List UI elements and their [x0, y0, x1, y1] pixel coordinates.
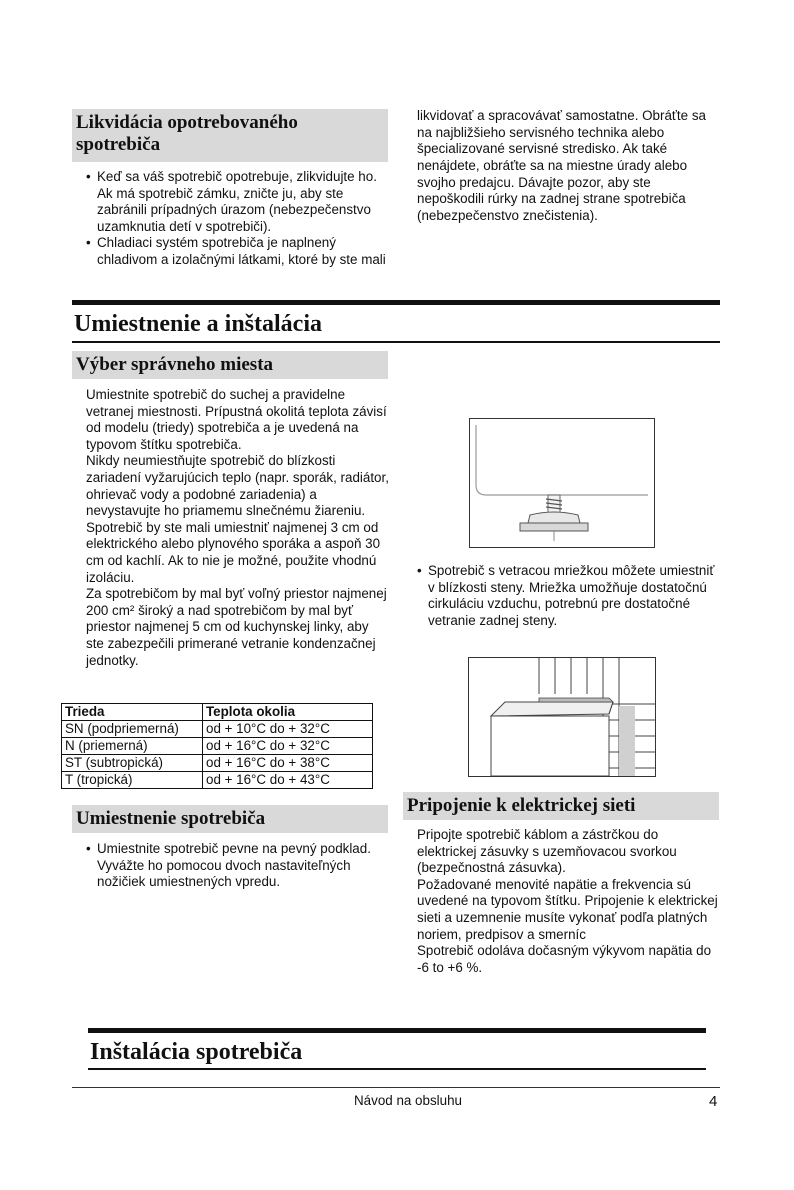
- placement-title: Umiestnenie spotrebiča: [76, 808, 266, 829]
- table-cell-temperature: od + 10°C do + 32°C: [203, 721, 373, 738]
- electric-text: [417, 827, 721, 976]
- choice-heading: [72, 351, 388, 379]
- table-row: [62, 755, 373, 772]
- placement-heading: [72, 805, 388, 833]
- disposal-bullet-1-text: Keď sa váš spotrebič opotrebuje, zlikvidujte ho. Ak má spotrebič zámku, zničte ju, aby ste zabránili prípadných úrazom (nebezpečenstvo uzamknutia detí v spotrebiči).: [97, 169, 377, 234]
- choice-text: [86, 387, 390, 669]
- electric-paragraph-1: Pripojte spotrebič káblom a zástrčkou do elektrickej zásuvky s uzemňovacou svorkou (bezpečnostná zásuvka).: [417, 827, 677, 876]
- disposal-bullet-1: • Keď sa váš spotrebič opotrebuje, zlikvidujte ho. Ak má spotrebič zámku, zničte ju, aby ste zabránili prípadných úrazom (nebezpečenstvo uzamknutia detí v spotrebiči).: [86, 169, 377, 234]
- placement-bullet: • Umiestnite spotrebič pevne na pevný podklad. Vyvážte ho pomocou dvoch nastaviteľných nožičiek umiestnených vpredu.: [86, 841, 371, 890]
- grille-bullet: • Spotrebič s vetracou mriežkou môžete umiestniť v blízkosti steny. Mriežka umožňuje dostatočnú cirkuláciu vzduchu, potrebnú pre dostatočné vetranie zadnej steny.: [417, 563, 715, 628]
- climate-class-table: [61, 703, 373, 789]
- choice-paragraph-3: Spotrebič by ste mali umiestniť najmenej 3 cm od elektrického alebo plynového sporáka a aspoň 30 cm od kachlí. Ak to nie je možné, použite vhodnú izoláciu.: [86, 519, 381, 585]
- electric-title: Pripojenie k elektrickej sieti: [407, 795, 636, 816]
- table-cell-temperature: od + 16°C do + 43°C: [203, 772, 373, 789]
- disposal-bullet-2-continued: [417, 109, 713, 243]
- table-cell-class: ST (subtropická): [62, 755, 203, 772]
- disposal-bullet-2-text: Chladiaci systém spotrebiča je naplnený chladivom a izolačnými látkami, ktoré by ste mali: [97, 235, 386, 267]
- disposal-title: Likvidácia opotrebovaného spotrebiča: [76, 112, 298, 155]
- installation-title: Umiestnenie a inštalácia: [74, 311, 322, 337]
- leveling-foot-figure: [469, 418, 655, 548]
- section-bottom-rule: [72, 341, 720, 343]
- electric-paragraph-3: Spotrebič odoláva dočasným výkyvom napätia do -6 to +6 %.: [417, 943, 712, 975]
- section-top-bar: [72, 300, 720, 305]
- electric-paragraph-2: Požadované menovité napätie a frekvencia sú uvedené na typovom štítku. Pripojenie k elektrickej sieti a uzemnenie musíte vykonať podľa platných noriem, predpisov a smerníc: [417, 876, 718, 942]
- grille-bullet-block: [417, 563, 717, 629]
- page-number: 4: [709, 1093, 718, 1110]
- placement-bullets: [86, 841, 376, 891]
- disposal-bullet-2-continued-text: likvidovať a spracovávať samostatne. Obráťte sa na najbližšieho servisného technika alebo špecializované servisné stredisko. Ak také nenájdete, obráťte sa na miestne úrady alebo svojho predajcu. Dávajte pozor, aby ste nepoškodili rúrky na zadnej strane spotrebiča (nebezpečenstvo znečistenia).: [417, 109, 706, 223]
- disposal-heading: [72, 109, 388, 162]
- footer-label: Návod na obsluhu: [354, 1093, 462, 1108]
- choice-paragraph-4: Za spotrebičom by mal byť voľný priestor najmenej 200 cm² široký a nad spotrebičom by mal byť priestor najmenej 5 cm od kuchynskej linky, aby ste zabezpečili primerané vetranie kondenzačnej jednotky.: [86, 586, 387, 668]
- grille-bullet-text: Spotrebič s vetracou mriežkou môžete umiestniť v blízkosti steny. Mriežka umožňuje dostatočnú cirkuláciu vzduchu, potrebnú pre dostatočné vetranie zadnej steny.: [428, 563, 715, 628]
- install-top-bar: [88, 1028, 706, 1033]
- install-bottom-rule: [88, 1068, 706, 1070]
- choice-title: Výber správneho miesta: [76, 354, 274, 375]
- footer-rule: [72, 1087, 720, 1088]
- table-row: [62, 772, 373, 789]
- install-appliance-title: Inštalácia spotrebiča: [90, 1039, 303, 1065]
- table-header-class: Trieda: [62, 704, 203, 721]
- wall-placement-illustration: [469, 658, 655, 776]
- table-cell-temperature: od + 16°C do + 38°C: [203, 755, 373, 772]
- electric-heading: [403, 792, 719, 820]
- table-row: [62, 738, 373, 755]
- table-row: [62, 721, 373, 738]
- choice-paragraph-1: Umiestnite spotrebič do suchej a pravidelne vetranej miestnosti. Prípustná okolitá teplota závisí od modelu (triedy) spotrebiča a je uvedená na typovom štítku spotrebiča.: [86, 387, 387, 452]
- table-cell-temperature: od + 16°C do + 32°C: [203, 738, 373, 755]
- leveling-foot-illustration: [470, 419, 654, 547]
- table-cell-class: T (tropická): [62, 772, 203, 789]
- disposal-bullet-2: • Chladiaci systém spotrebiča je naplnený chladivom a izolačnými látkami, ktoré by ste mali: [86, 235, 388, 269]
- table-header-temperature: Teplota okolia: [203, 704, 373, 721]
- wall-placement-figure: [468, 657, 656, 777]
- table-header-row: [62, 704, 373, 721]
- placement-bullet-text: Umiestnite spotrebič pevne na pevný podklad. Vyvážte ho pomocou dvoch nastaviteľných nožičiek umiestnených vpredu.: [97, 841, 371, 890]
- choice-paragraph-2: Nikdy neumiestňujte spotrebič do blízkosti zariadení vyžarujúcich teplo (napr. sporák, radiátor, ohrievač vody a podobné zariadenia) a nevystavujte ho priamemu slnečnému žiareniu.: [86, 453, 389, 519]
- table-cell-class: SN (podpriemerná): [62, 721, 203, 738]
- table-cell-class: N (priemerná): [62, 738, 203, 755]
- disposal-bullets-left: [86, 169, 388, 269]
